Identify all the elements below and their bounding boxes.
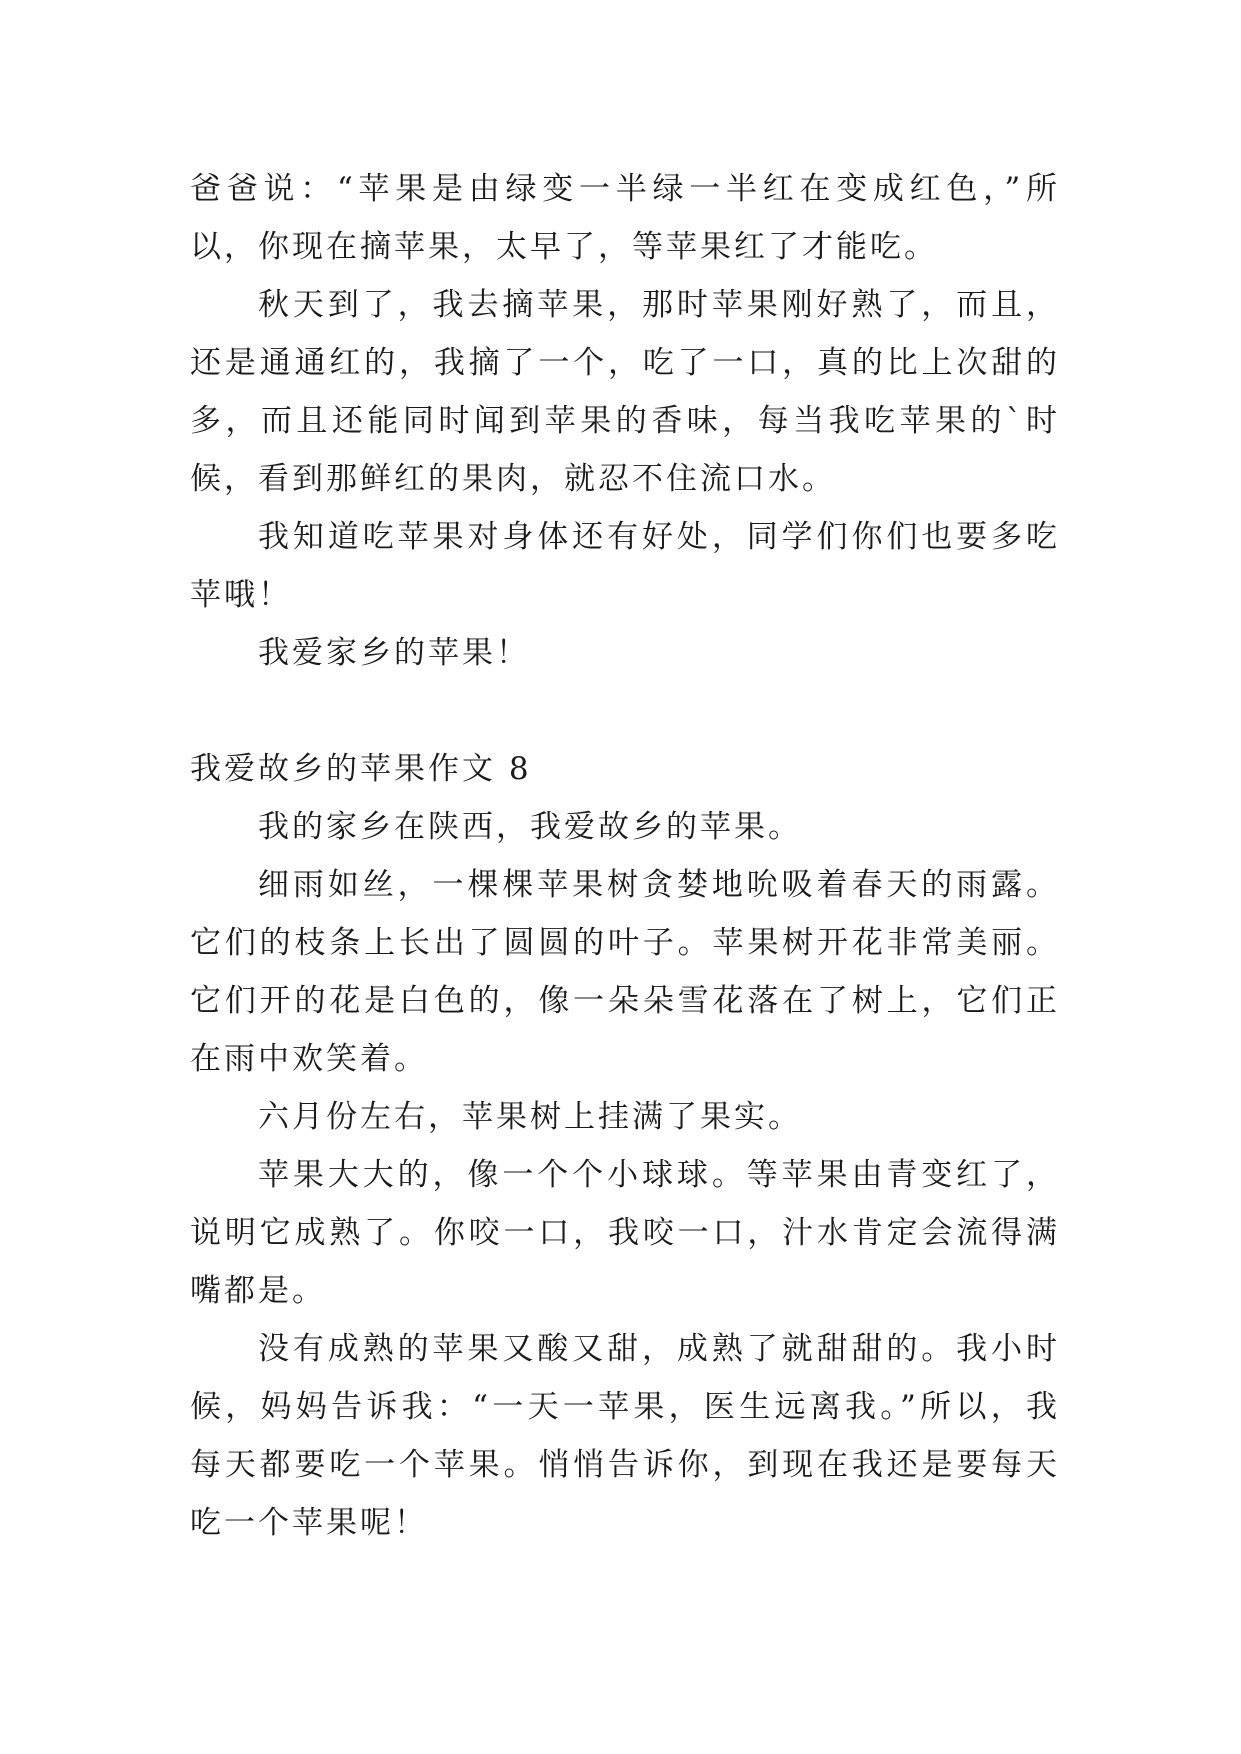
- paragraph-ripe-apples: 没有成熟的苹果又酸又甜，成熟了就甜甜的。我小时候，妈妈告诉我：“一天一苹果，医生远离我。”所以，我每天都要吃一个苹果。悄悄告诉你，到现在我还是要每天吃一个苹果呢！: [190, 1331, 1060, 1541]
- paragraph-health: 我知道吃苹果对身体还有好处，同学们你们也要多吃苹哦！: [190, 519, 1060, 613]
- paragraph-hometown-shaanxi: 我的家乡在陕西，我爱故乡的苹果。: [258, 809, 802, 845]
- essay-title: 我爱故乡的苹果作文 8: [190, 751, 532, 787]
- paragraph-spring-rain: 细雨如丝，一棵棵苹果树贪婪地吮吸着春天的雨露。它们的枝条上长出了圆圆的叶子。苹果树开花非常美丽。它们开的花是白色的，像一朵朵雪花落在了树上，它们正在雨中欢笑着。: [190, 867, 1060, 1077]
- paragraph-autumn: 秋天到了，我去摘苹果，那时苹果刚好熟了，而且，还是通通红的，我摘了一个，吃了一口，真的比上次甜的多，而且还能同时闻到苹果的香味，每当我吃苹果的`时候，看到那鲜红的果肉，就忍不住流口水。: [190, 287, 1060, 497]
- document-body: [190, 160, 1060, 1552]
- section-gap: [190, 682, 1060, 740]
- paragraph-big-apples: 苹果大大的，像一个个小球球。等苹果由青变红了，说明它成熟了。你咬一口，我咬一口，汁水肯定会流得满嘴都是。: [190, 1157, 1060, 1309]
- paragraph-june: 六月份左右，苹果树上挂满了果实。: [258, 1099, 802, 1135]
- paragraph-dad-says: 爸爸说：“苹果是由绿变一半绿一半红在变成红色，”所以，你现在摘苹果，太早了，等苹果红了才能吃。: [190, 171, 1060, 265]
- paragraph-love-hometown: 我爱家乡的苹果！: [258, 635, 530, 671]
